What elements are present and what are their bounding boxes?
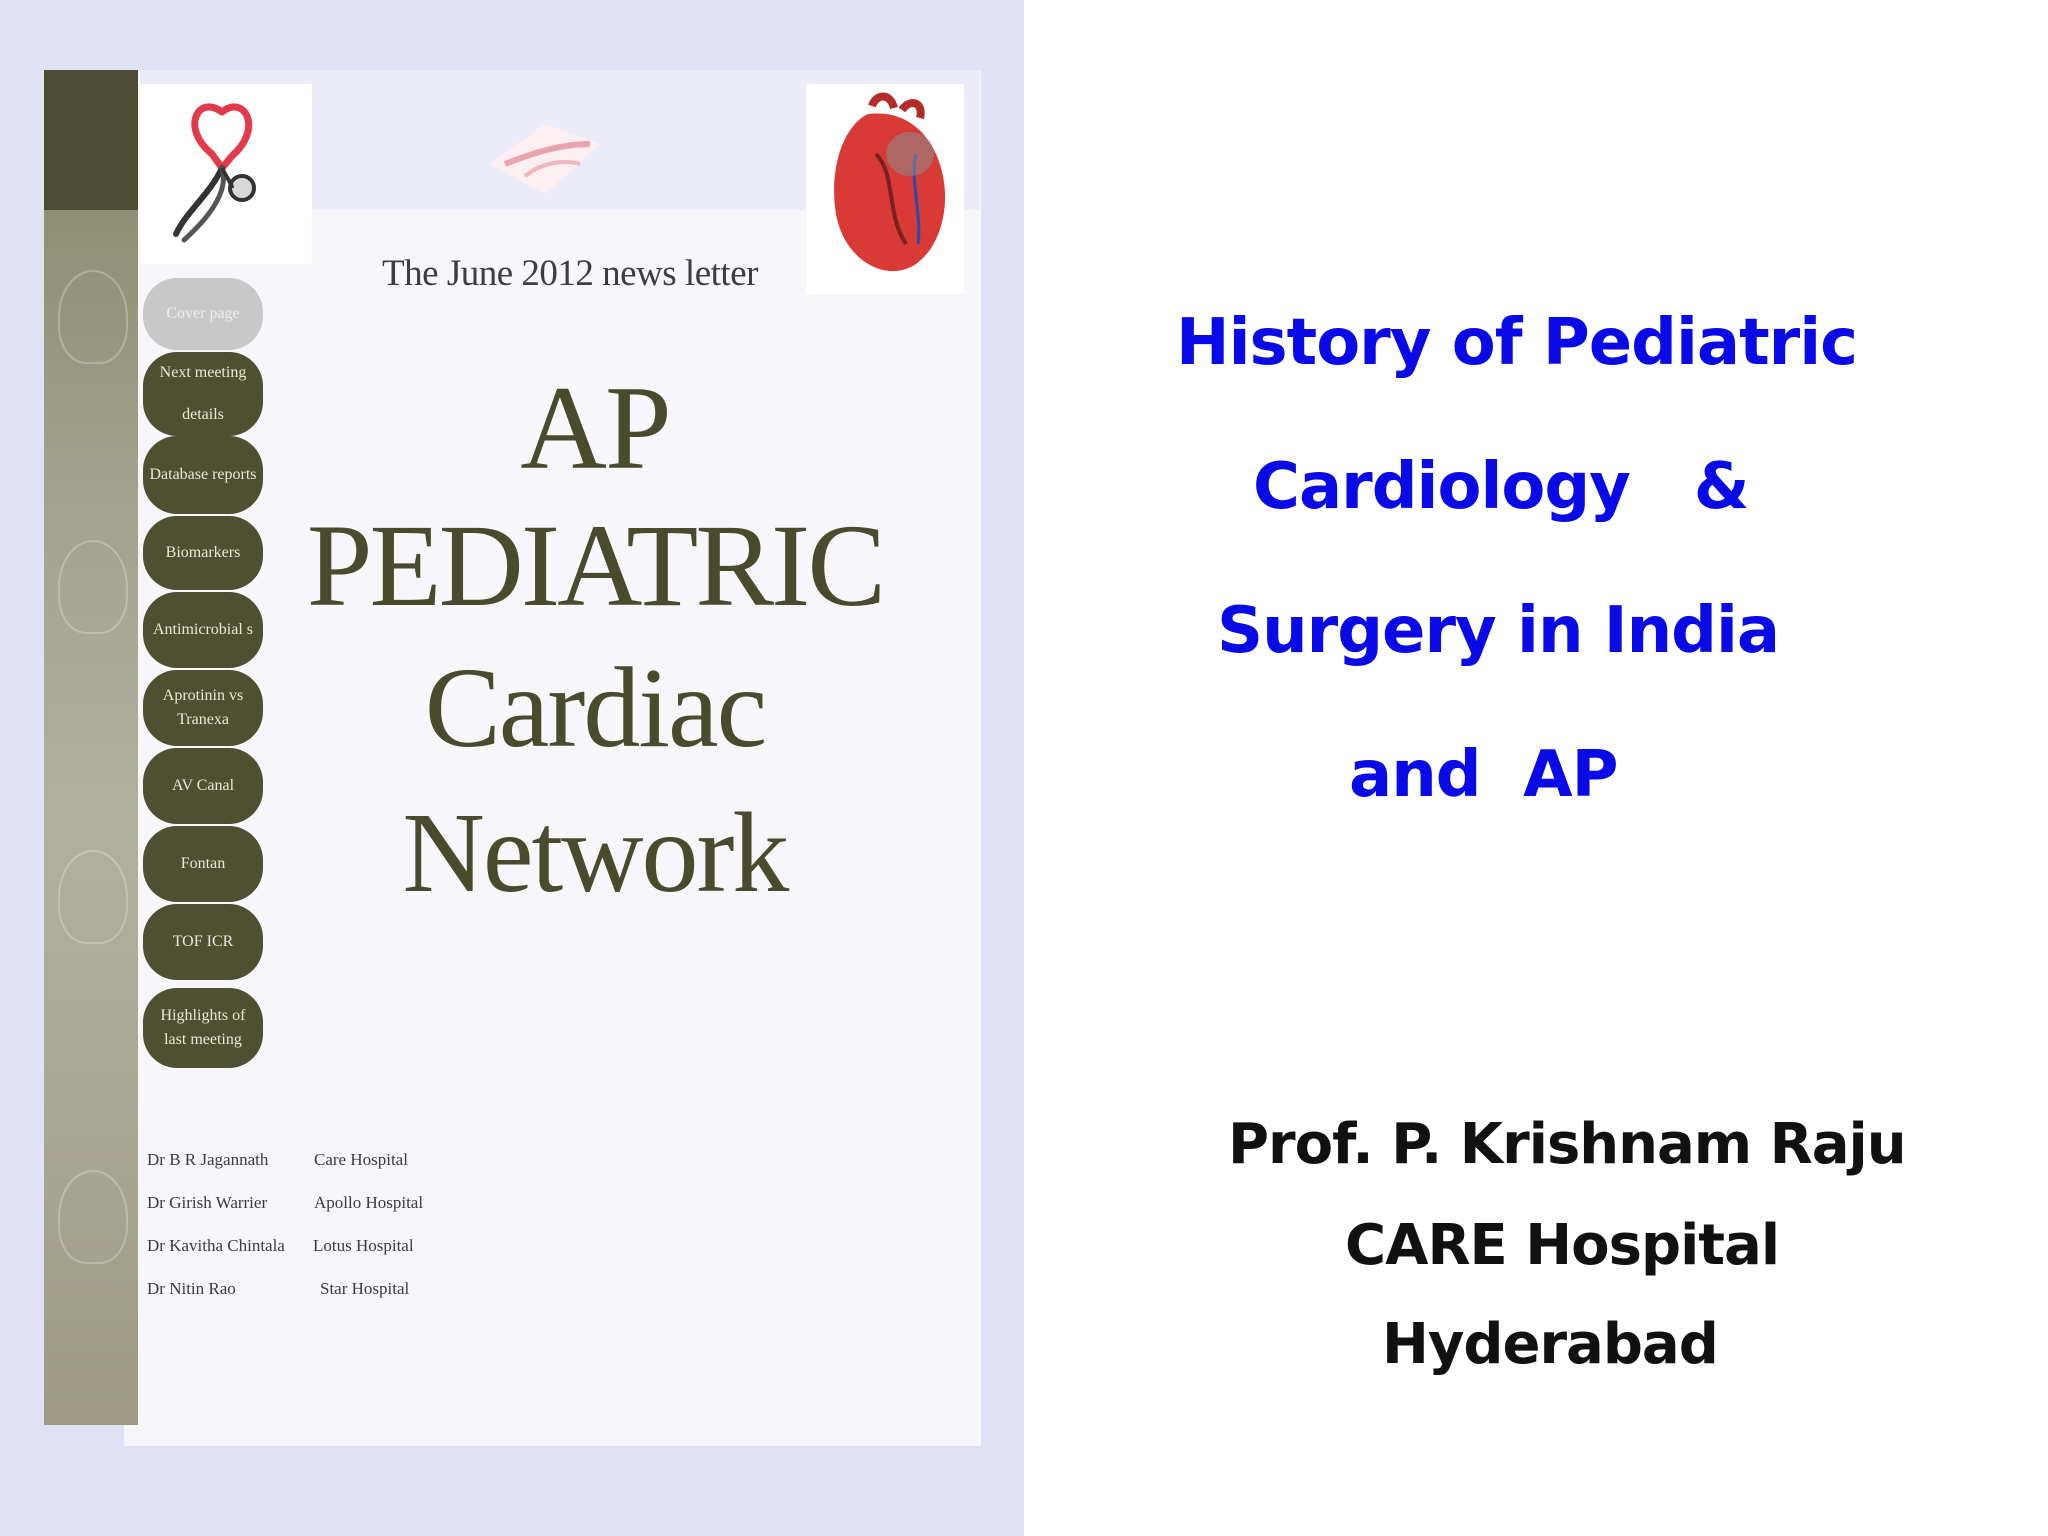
editor-row (147, 1279, 467, 1303)
nav-av-canal[interactable]: AV Canal (143, 748, 263, 824)
newsletter-title-line-3: Cardiac (424, 644, 766, 771)
nav-antimicrobials[interactable]: Antimicrobial s (143, 592, 263, 668)
nav-fontan[interactable]: Fontan (143, 826, 263, 902)
bandage-icon (470, 104, 620, 204)
editor-name: Dr Nitin Rao (147, 1279, 236, 1298)
nav-database-reports[interactable]: Database reports (143, 436, 263, 514)
slide-title-line-2: Cardiology & (1253, 450, 1749, 524)
editor-row (147, 1150, 467, 1174)
author-hospital: CARE Hospital (1345, 1213, 1780, 1278)
newsletter-sidebar-strip (44, 210, 138, 1425)
editor-hospital: Star Hospital (320, 1279, 410, 1298)
editor-row (147, 1193, 467, 1217)
newsletter-sidebar-top (44, 70, 138, 210)
anatomical-heart-icon (806, 84, 964, 294)
heart-stethoscope-card (140, 84, 312, 264)
newsletter-title-line-4: Network (402, 789, 788, 916)
editor-hospital: Apollo Hospital (314, 1193, 424, 1212)
heart-stethoscope-icon (140, 84, 312, 264)
slide-title-line-4: and AP (1349, 738, 1618, 812)
nav-cover-page[interactable]: Cover page (143, 278, 263, 350)
newsletter-title-line-1: AP (520, 361, 670, 494)
anatomical-heart-card (806, 84, 964, 294)
editor-hospital: Lotus Hospital (313, 1236, 414, 1255)
nav-aprotinin-vs-tranexa[interactable]: Aprotinin vs Tranexa (143, 670, 263, 746)
nav-highlights-of-last-meeting[interactable]: Highlights of last meeting (143, 988, 263, 1068)
editor-name: Dr B R Jagannath (147, 1150, 269, 1169)
nav-biomarkers[interactable]: Biomarkers (143, 516, 263, 590)
slide-title-line-3: Surgery in India (1217, 594, 1780, 668)
newsletter-date: The June 2012 news letter (382, 253, 758, 294)
slide-title-line-1: History of Pediatric (1176, 306, 1858, 380)
newsletter-title-line-2: PEDIATRIC (306, 500, 884, 631)
editor-row (147, 1236, 467, 1260)
author-city: Hyderabad (1382, 1312, 1718, 1377)
editor-hospital: Care Hospital (314, 1150, 408, 1169)
nav-tof-icr[interactable]: TOF ICR (143, 904, 263, 980)
editor-name: Dr Kavitha Chintala (147, 1236, 285, 1255)
nav-next-meeting-details[interactable]: Next meeting details (143, 352, 263, 436)
editor-name: Dr Girish Warrier (147, 1193, 268, 1212)
author-name: Prof. P. Krishnam Raju (1228, 1112, 1906, 1177)
